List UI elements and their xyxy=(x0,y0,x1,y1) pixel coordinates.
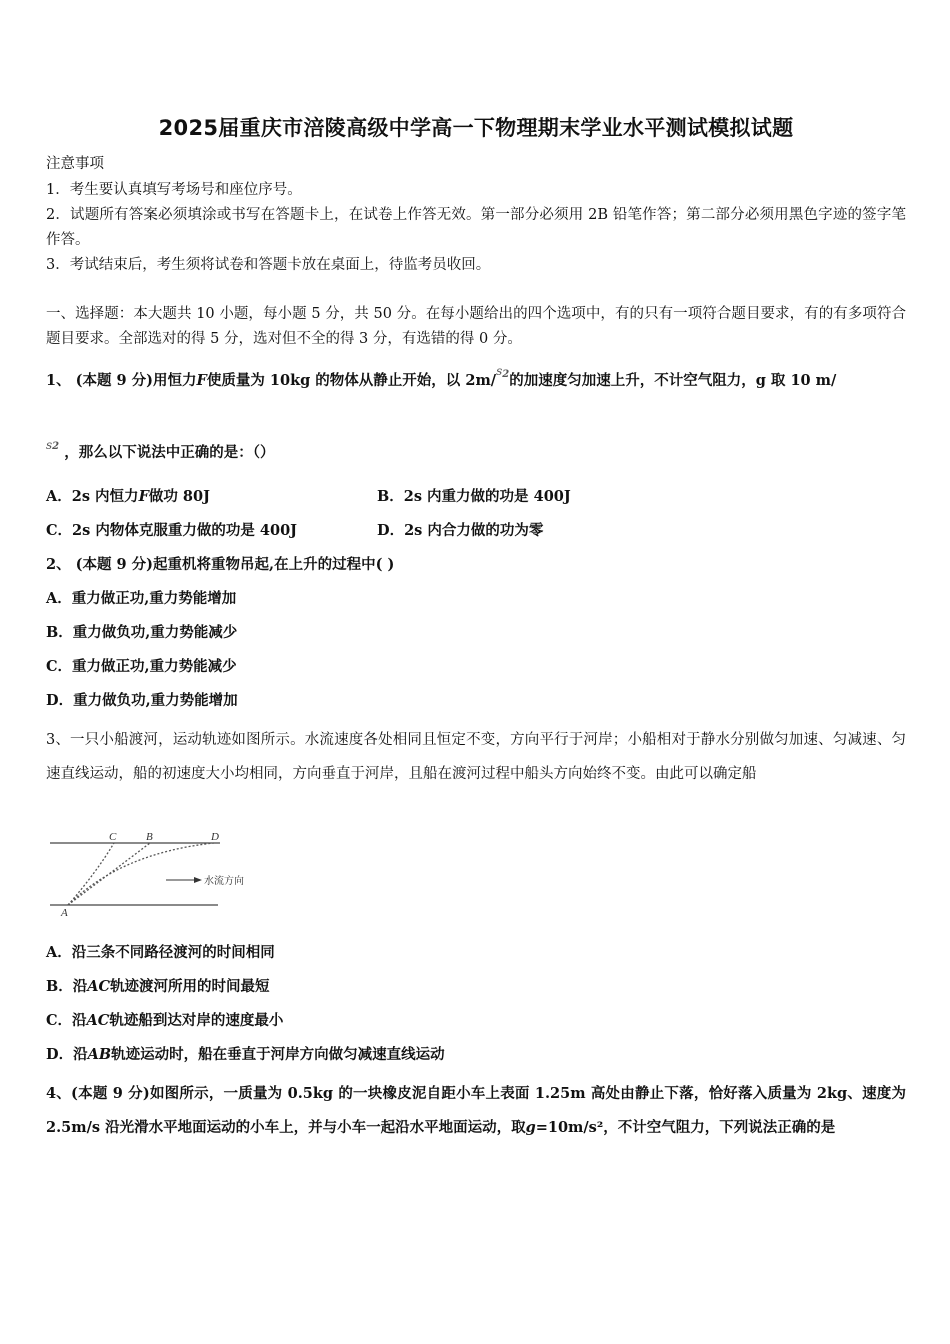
path-ab xyxy=(68,843,150,905)
label-d: D xyxy=(211,831,219,843)
q1-option-d[interactable]: D．2s 内合力做的功为零 xyxy=(377,522,544,539)
q2-option-a[interactable]: A．重力做正功,重力势能增加 xyxy=(46,590,237,607)
q3-option-d[interactable]: D．沿AB轨迹运动时，船在垂直于河岸方向做匀减速直线运动 xyxy=(46,1046,445,1063)
flow-arrow-head-icon xyxy=(194,877,202,883)
label-b: B xyxy=(146,831,153,843)
q3-option-a[interactable]: A．沿三条不同路径渡河的时间相同 xyxy=(46,944,275,961)
q1-stem-cont: $^{s2}$ ，那么以下说法中正确的是：（） xyxy=(46,438,275,461)
q4-stem: 4、(本题 9 分)如图所示，一质量为 0.5kg 的一块橡皮泥自距小车上表面 1.25m 高处由静止下落，恰好落入质量为 2kg、速度为 2.5m/s 沿光滑水平地面运动的小车上，并与小车一起沿水平地面运动，取g=10m/s²，不计空气阻力，下列说法正确的是 xyxy=(46,1085,906,1136)
q3-option-c[interactable]: C．沿AC轨迹船到达对岸的速度最小 xyxy=(46,1012,284,1029)
q1-option-b[interactable]: B．2s 内重力做的功是 400J xyxy=(377,488,571,505)
q2-option-b[interactable]: B．重力做负功,重力势能减少 xyxy=(46,624,238,641)
q2-option-c[interactable]: C．重力做正功,重力势能减少 xyxy=(46,658,237,675)
section-heading: 一、选择题：本大题共 10 小题，每小题 5 分，共 50 分。在每小题给出的四个选项中，有的只有一项符合题目要求，有的有多项符合题目要求。全部选对的得 5 分，选对但不全的得 3 分，有选错的得 0 分。 xyxy=(46,306,906,347)
label-a: A xyxy=(61,907,68,919)
q1-option-a[interactable]: A．2s 内恒力F做功 80J xyxy=(46,488,210,505)
q1-stem: 1、 (本题 9 分)用恒力F使质量为 10kg 的物体从静止开始，以 2m/$^{s2}$的加速度匀加速上升，不计空气阻力，g 取 10 m/ xyxy=(46,364,837,389)
q3-stem: 3、一只小船渡河，运动轨迹如图所示。水流速度各处相同且恒定不变，方向平行于河岸；小船相对于静水分别做匀加速、匀减速、匀速直线运动，船的初速度大小均相同，方向垂直于河岸，且船在渡河过程中船头方向始终不变。由此可以确定船 xyxy=(46,732,906,782)
notice-item-2: 2．试题所有答案必须填涂或书写在答题卡上，在试卷上作答无效。第一部分必须用 2B 铅笔作答；第二部分必须用黑色字迹的签字笔作答。 xyxy=(46,207,906,248)
flow-direction-label: 水流方向 xyxy=(204,876,244,887)
label-c: C xyxy=(109,831,117,843)
notice-heading: 注意事项 xyxy=(46,156,104,172)
path-ac xyxy=(68,843,114,905)
q2-stem: 2、 (本题 9 分)起重机将重物吊起,在上升的过程中( ) xyxy=(46,556,395,573)
q1-option-c[interactable]: C．2s 内物体克服重力做的功是 400J xyxy=(46,522,298,539)
q3-option-b[interactable]: B．沿AC轨迹渡河所用的时间最短 xyxy=(46,978,270,995)
notice-item-3: 3．考试结束后，考生须将试卷和答题卡放在桌面上，待监考员收回。 xyxy=(46,257,491,273)
notice-item-1: 1．考生要认真填写考场号和座位序号。 xyxy=(46,182,302,198)
page-title: 2025届重庆市涪陵高级中学高一下物理期末学业水平测试模拟试题 xyxy=(158,116,794,140)
q2-option-d[interactable]: D．重力做负功,重力势能增加 xyxy=(46,692,238,709)
river-crossing-figure xyxy=(46,828,266,920)
unit-s: s xyxy=(496,364,503,378)
path-ad xyxy=(68,843,214,905)
